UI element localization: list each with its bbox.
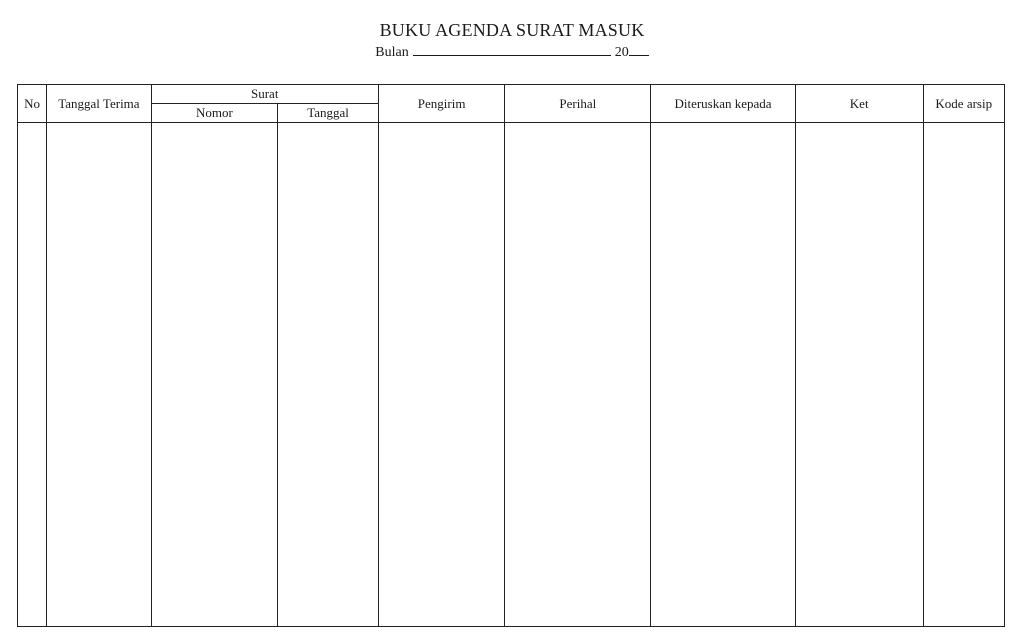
- cell-nomor: [151, 123, 278, 627]
- header-perihal: Perihal: [505, 85, 651, 123]
- header-kode-arsip: Kode arsip: [923, 85, 1004, 123]
- year-blank: [629, 43, 649, 56]
- header-ket: Ket: [795, 85, 923, 123]
- cell-perihal: [505, 123, 651, 627]
- cell-kode-arsip: [923, 123, 1004, 627]
- cell-tanggal-terima: [47, 123, 152, 627]
- header-row-top: [18, 85, 1005, 104]
- cell-no: [18, 123, 47, 627]
- header-no: No: [18, 85, 47, 123]
- agenda-table: [17, 84, 1005, 627]
- document-title: BUKU AGENDA SURAT MASUK: [379, 20, 645, 40]
- header-tanggal-terima: Tanggal Terima: [47, 85, 152, 123]
- cell-tanggal: [278, 123, 379, 627]
- header-tanggal: Tanggal: [278, 104, 379, 123]
- month-blank: [413, 43, 611, 56]
- table-row: [18, 123, 1005, 627]
- header-pengirim: Pengirim: [378, 85, 505, 123]
- month-label: Bulan: [375, 45, 409, 60]
- month-year-line: [0, 43, 1024, 62]
- year-label: 20: [614, 45, 629, 60]
- header-surat: Surat: [151, 85, 378, 104]
- cell-diteruskan-kepada: [651, 123, 796, 627]
- cell-ket: [795, 123, 923, 627]
- header-nomor: Nomor: [151, 104, 278, 123]
- header-diteruskan-kepada: Diteruskan kepada: [651, 85, 796, 123]
- cell-pengirim: [378, 123, 505, 627]
